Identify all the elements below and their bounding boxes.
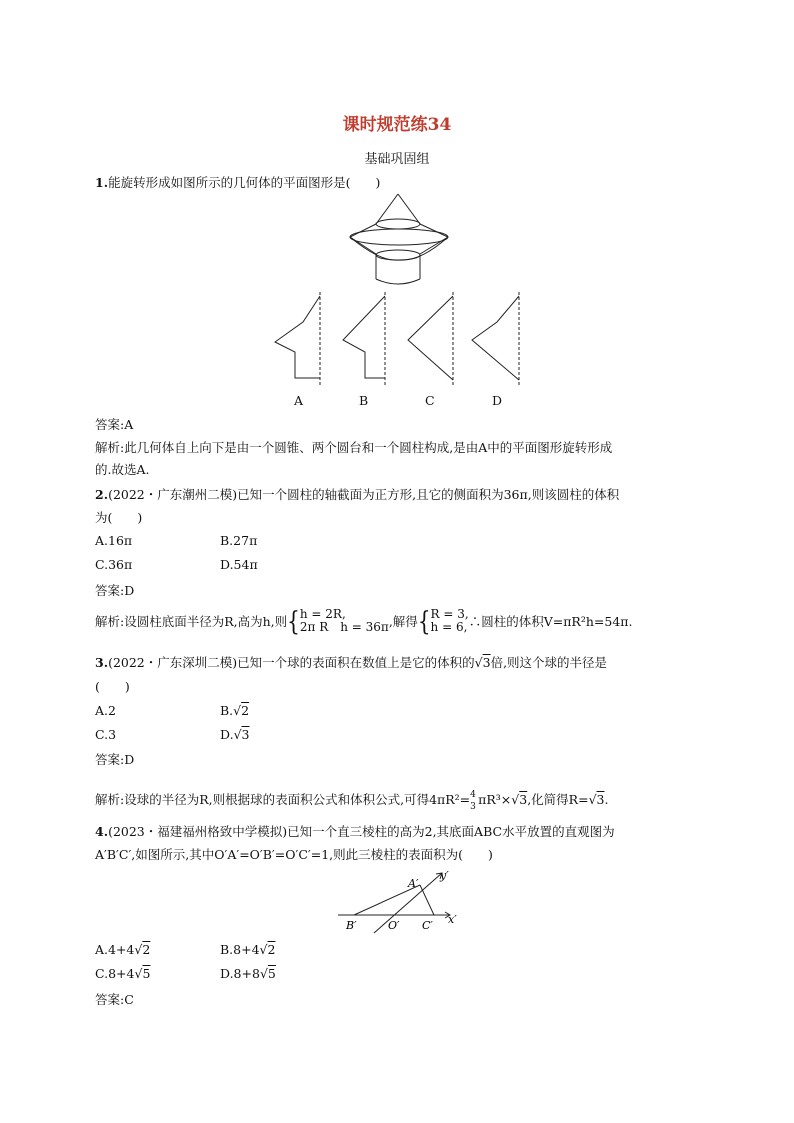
analysis-label: 解析: — [95, 440, 125, 455]
radicand: 3 — [596, 792, 605, 807]
label-c-prime: C′ — [422, 919, 433, 932]
q1-analysis-line2: 的.故选A. — [95, 462, 150, 477]
option-prefix: D. — [220, 727, 234, 742]
fig-label-b: B — [359, 393, 369, 408]
radicand: 5 — [142, 966, 151, 981]
analysis-text-b: ,解得 — [388, 614, 418, 629]
sqrt-icon: √ — [134, 966, 143, 981]
equation-line: 2π R h = 36π — [299, 620, 389, 634]
q1-analysis — [95, 438, 612, 456]
q4-option-b — [220, 942, 275, 957]
radicand: 2 — [142, 942, 151, 957]
q4-oblique-figure — [338, 865, 468, 935]
section-subtitle: 基础巩固组 — [364, 152, 430, 167]
option-b-shape — [343, 292, 385, 385]
analysis-text-c: ∴圆柱的体积V=πR²h=54π. — [468, 614, 633, 629]
question-number: 1. — [95, 175, 109, 190]
q4-option-d — [220, 966, 276, 981]
q3-analysis — [95, 790, 609, 812]
question-text: (2022・广东潮州二模)已知一个圆柱的轴截面为正方形,且它的侧面积为36π,则该圆柱的体积 — [108, 487, 620, 502]
brace-icon: { — [287, 605, 300, 637]
equation-line: h = 6, — [430, 620, 468, 634]
q4-option-c — [95, 966, 150, 981]
question-3 — [95, 653, 607, 671]
option-prefix: C.8+4 — [95, 966, 135, 981]
option-prefix: A.4+4 — [95, 942, 135, 957]
equation-line: h = 2R, — [299, 607, 346, 621]
analysis-text-a: 设圆柱底面半径为R,高为h,则 — [124, 614, 288, 629]
q4-option-a — [95, 942, 150, 957]
question-2 — [95, 485, 619, 503]
fig-label-d: D — [492, 393, 503, 408]
analysis-text: 设球的半径为R,则根据球的表面积公式和体积公式,可得4πR²= — [124, 792, 471, 807]
label-x-axis: x′ — [448, 913, 457, 926]
question-number: 4. — [95, 824, 109, 839]
question-1 — [95, 173, 380, 191]
brace-icon: { — [417, 605, 431, 637]
q2-option-c: C.36π — [95, 557, 133, 572]
fig-label-c: C — [425, 393, 435, 408]
radicand: 2 — [267, 942, 276, 957]
sqrt-icon: √ — [259, 942, 268, 957]
q2-option-a: A.16π — [95, 533, 133, 548]
q3-option-b — [220, 703, 249, 718]
question-3-line2: ( ) — [95, 679, 130, 694]
question-4-line2: A′B′C′,如图所示,其中O′A′=O′B′=O′C′=1,则此三棱柱的表面积为( ) — [95, 847, 493, 862]
q2-option-d: D.54π — [220, 557, 258, 572]
q3-answer: 答案:D — [95, 752, 135, 767]
radicand: 3 — [241, 727, 250, 742]
sqrt-icon: √ — [233, 703, 242, 718]
question-4 — [95, 822, 615, 840]
question-text: 能旋转形成如图所示的几何体的平面图形是( ) — [108, 175, 381, 190]
q1-solid-figure — [340, 192, 460, 290]
radicand: 5 — [267, 966, 276, 981]
analysis-text: 此几何体自上向下是由一个圆锥、两个圆台和一个圆柱构成,是由A中的平面图形旋转形成 — [124, 440, 613, 455]
question-number: 3. — [95, 655, 109, 670]
radicand: 3 — [519, 792, 528, 807]
analysis-text: πR³× — [478, 792, 512, 807]
sqrt-icon: √ — [588, 792, 597, 807]
fraction-denominator: 3 — [470, 802, 476, 812]
sqrt-icon: √ — [134, 942, 143, 957]
equation-system-2 — [431, 608, 469, 634]
q4-answer: 答案:C — [95, 992, 134, 1007]
analysis-label: 解析: — [95, 614, 125, 629]
sqrt-icon: √ — [233, 727, 242, 742]
question-number: 2. — [95, 487, 109, 502]
option-prefix: B.8+4 — [220, 942, 260, 957]
label-o-prime: O′ — [388, 919, 400, 932]
sqrt-icon: √ — [259, 966, 268, 981]
q3-option-d — [220, 727, 249, 742]
sqrt-icon: √ — [474, 655, 483, 670]
option-c-shape — [408, 292, 453, 385]
label-b-prime: B′ — [346, 919, 357, 932]
analysis-text: . — [604, 792, 609, 807]
analysis-text: ,化简得R= — [527, 792, 589, 807]
radicand: 3 — [482, 655, 491, 670]
q2-answer: 答案:D — [95, 583, 135, 598]
q2-option-b: B.27π — [220, 533, 258, 548]
analysis-label: 解析: — [95, 792, 125, 807]
question-text-end: 倍,则这个球的半径是 — [490, 655, 608, 670]
page-title: 课时规范练34 — [342, 115, 452, 135]
option-d-shape — [472, 292, 519, 385]
q2-analysis — [95, 605, 633, 637]
label-y-axis: y′ — [440, 869, 449, 882]
option-prefix: D.8+8 — [220, 966, 260, 981]
fig-label-a: A — [294, 393, 304, 408]
question-text: (2023・福建福州格致中学模拟)已知一个直三棱柱的高为2,其底面ABC水平放置的直观图为 — [108, 824, 615, 839]
equation-line: R = 3, — [430, 607, 469, 621]
fraction-numerator: 4 — [470, 790, 476, 800]
sqrt-icon: √ — [511, 792, 520, 807]
question-text: (2022・广东深圳二模)已知一个球的表面积在数值上是它的体积的 — [108, 655, 475, 670]
option-a-shape — [275, 292, 320, 385]
q3-option-a: A.2 — [95, 703, 116, 718]
q1-answer: 答案:A — [95, 417, 134, 432]
equation-system-1 — [300, 608, 389, 634]
q1-option-figures — [265, 290, 535, 388]
question-2-line2: 为( ) — [95, 510, 143, 525]
option-prefix: B. — [220, 703, 234, 718]
radicand: 2 — [241, 703, 250, 718]
q3-option-c: C.3 — [95, 727, 117, 742]
label-a-prime: A′ — [408, 877, 419, 890]
